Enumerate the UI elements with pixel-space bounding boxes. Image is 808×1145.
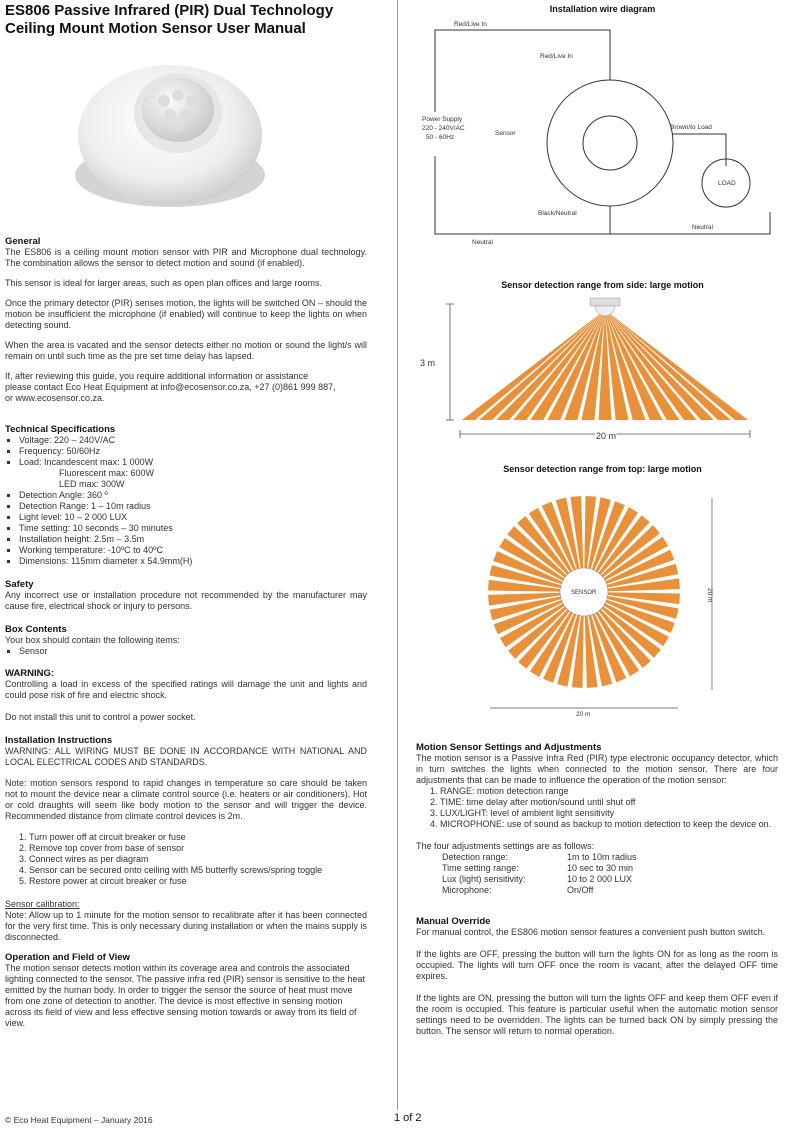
product-photo <box>60 55 280 215</box>
install-note: Note: motion sensors respond to rapid changes in temperature so care should be taken not to mount the device near a climate control source (i.e. heaters or air conditioners). Hot or cold draughts will seem like body motion to the sensor and will trigger the device. Recommended distance from climate control devices is 2m. <box>5 778 367 821</box>
override-p2: If the lights are OFF, pressing the button will turn the lights ON for as long as the room is occupied. The lights will turn OFF once the room is vacant, after the delayed OFF time expires. <box>416 949 778 981</box>
settings-value: On/Off <box>567 885 594 895</box>
safety-heading: Safety <box>5 579 34 590</box>
spec-dims: ▪ Dimensions: 115mm diameter x 54.9mm(H) <box>19 556 367 567</box>
general-p1: The ES806 is a ceiling mount motion sensor with PIR and Microphone dual technology. The combination allows the sensor to detect motion and sound (if enabled). <box>5 247 367 268</box>
install-caps: WARNING: ALL WIRING MUST BE DONE IN ACCORDANCE WITH NATIONAL AND LOCAL ELECTRICAL CODES AND STANDARDS. <box>5 746 367 767</box>
warning-text2: Do not install this unit to control a power socket. <box>5 712 196 722</box>
side-title: Sensor detection range from side: large motion <box>501 280 704 290</box>
install-step: 4. Sensor can be secured onto ceiling with M5 butterfly screws/spring toggle <box>29 865 367 876</box>
settings-key: Time setting range: <box>442 863 519 873</box>
settings-item: 2. TIME: time delay after motion/sound until shut off <box>440 797 778 808</box>
settings-intro: The motion sensor is a Passive Infra Red (PIR) type electronic occupancy detector, which in turn switches the lights when connected to the motion sensor. There are four adjustments that can be made to influence the operation of the motion sensor: <box>416 753 778 785</box>
column-divider <box>397 0 398 1110</box>
spec-load <box>19 457 367 490</box>
box-heading: Box Contents <box>5 624 67 635</box>
side-width-label: 20 m <box>596 431 617 441</box>
top-sensor-label: SENSOR <box>571 590 597 596</box>
general-p5c: or www.ecosensor.co.za. <box>5 393 105 403</box>
sensor-dome <box>595 306 615 316</box>
override-heading: Manual Override <box>416 916 491 927</box>
warning-heading: WARNING: <box>5 668 55 679</box>
wire-freq: 50 - 60Hz <box>426 134 455 141</box>
install-steps <box>5 832 367 887</box>
page-title: ES806 Passive Infrared (PIR) Dual Technology Ceiling Mount Motion Sensor User Manual <box>5 2 334 37</box>
side-detection-fan <box>462 310 748 420</box>
install-step: 3. Connect wires as per diagram <box>29 854 367 865</box>
wire-black: Black/Neutral <box>538 210 577 217</box>
right-column <box>416 742 778 1037</box>
operation-heading: Operation and Field of View <box>5 952 130 963</box>
settings-table <box>416 852 778 896</box>
side-height-label: 3 m <box>420 358 436 368</box>
spec-angle: ▪ Detection Angle: 360 º <box>19 490 367 501</box>
settings-key: Detection range: <box>442 852 509 862</box>
warning-text1: Controlling a load in excess of the specified ratings will damage the unit and lights and could pose risk of fire and electric shock. <box>5 679 367 700</box>
footer-copyright: © Eco Heat Equipment – January 2016 <box>5 1115 153 1125</box>
general-p2: This sensor is ideal for larger areas, such as open plan offices and large rooms. <box>5 278 322 288</box>
top-width-label: 20 m <box>576 711 591 718</box>
wiring-title: Installation wire diagram <box>549 4 656 14</box>
wire-neutral-bottom: Neutral <box>472 239 493 246</box>
general-p5b: please contact Eco Heat Equipment at info@ecosensor.co.za, +27 (0)861 999 887, <box>5 382 336 392</box>
wire-neutral-right: Neutral <box>692 224 713 231</box>
calib-heading: Sensor calibration: <box>5 899 80 909</box>
settings-value: 10 sec to 30 min <box>567 863 634 873</box>
general-p3: Once the primary detector (PIR) senses motion, the lights will be switched ON – should the motion be insufficient the microphone (if enabled) will continue to keep the lights on when detecting sound. <box>5 298 367 330</box>
left-column <box>5 236 367 1029</box>
settings-item: 1. RANGE: motion detection range <box>440 786 778 797</box>
settings-item: 3. LUX/LIGHT: level of ambient light sensitivity <box>440 808 778 819</box>
wire-load: LOAD <box>718 180 736 187</box>
footer-page-number: 1 of 2 <box>394 1112 422 1124</box>
spec-time: ▪ Time setting: 10 seconds – 30 minutes <box>19 523 367 534</box>
override-p1: For manual control, the ES806 motion sensor features a convenient push button switch. <box>416 927 766 937</box>
general-heading: General <box>5 236 41 247</box>
safety-text: Any incorrect use or installation procedure not recommended by the manufacturer may cause fire, electrical shock or injury to persons. <box>5 590 367 611</box>
spec-load-3: LED max: 300W <box>59 479 125 489</box>
sensor-housing <box>590 298 620 306</box>
spec-temp: ▪ Working temperature: -10ºC to 40ºC <box>19 545 367 556</box>
side-diagram <box>420 296 790 446</box>
wire-voltage: 220 - 240V/AC <box>422 125 465 132</box>
wire-brown: Brown/to Load <box>670 124 712 131</box>
general-p5a: If, after reviewing this guide, you require additional information or assistance <box>5 371 309 381</box>
wire-red-live-top: Red/Live In <box>454 21 487 28</box>
settings-value: 10 to 2 000 LUX <box>567 874 633 884</box>
settings-list <box>416 786 778 830</box>
spec-load-2: Fluorescent max: 600W <box>59 468 155 478</box>
wire-power-supply: Power Supply <box>422 116 463 123</box>
install-heading: Installation Instructions <box>5 735 113 746</box>
override-p3: If the lights are ON, pressing the button will turn the lights OFF and keep them OFF even if the room is occupied. This feature is particular useful when the automatic motion sensor settings need to be overridden. The lights can be turned back ON by simply pressing the button. The sensor will return to normal operation. <box>416 993 778 1036</box>
box-text: Your box should contain the following items: <box>5 635 180 645</box>
top-diagram <box>420 478 720 718</box>
wiring-diagram <box>420 16 790 246</box>
install-step: 5. Restore power at circuit breaker or fuse <box>29 876 367 887</box>
wire-sensor-label: Sensor <box>495 130 516 137</box>
box-list <box>5 646 367 657</box>
settings-key: Microphone: <box>442 885 492 895</box>
spec-height: ▪ Installation height: 2.5m – 3.5m <box>19 534 367 545</box>
top-title: Sensor detection range from top: large motion <box>503 464 702 474</box>
settings-value: 1m to 10m radius <box>567 852 637 862</box>
spec-voltage: ▪ Voltage: 220 – 240V/AC <box>19 435 367 446</box>
settings-item: 4. MICROPHONE: use of sound as backup to motion detection to keep the device on. <box>440 819 778 830</box>
spec-load-1: Load: Incandescent max: 1 000W <box>19 457 154 467</box>
spec-range: ▪ Detection Range: 1 – 10m radius <box>19 501 367 512</box>
top-height-label: 20 m <box>706 588 713 603</box>
operation-text: The motion sensor detects motion within its coverage area and controls the associated lighting connected to the sensor. The passive infra red (PIR) sensor is sensitive to the heat emitted by the human body. In order to trigger the sensor the source of heat must move from one zone of detection to another. The device is most effective in sensing motion across its field of view and less effective sensing motion towards or away from its field of view. <box>5 963 366 1028</box>
settings-heading: Motion Sensor Settings and Adjustments <box>416 742 602 753</box>
tech-heading: Technical Specifications <box>5 424 116 435</box>
general-p4: When the area is vacated and the sensor detects either no motion or sound the light/s will remain on until such time as the pre set time delay has lapsed. <box>5 340 367 361</box>
settings-key: Lux (light) sensitivity: <box>442 874 526 884</box>
wire-red-live-inner: Red/Live In <box>540 53 573 60</box>
settings-table-intro: The four adjustments settings are as follows: <box>416 841 595 851</box>
calib-text: Note: Allow up to 1 minute for the motion sensor to recalibrate after it has been connected for the very first time. This is only necessary during installation or when the mains supply is disconnected. <box>5 910 367 942</box>
spec-frequency: ▪ Frequency: 50/60Hz <box>19 446 367 457</box>
install-step: 1. Turn power off at circuit breaker or fuse <box>29 832 367 843</box>
install-step: 2. Remove top cover from base of sensor <box>29 843 367 854</box>
tech-list <box>5 435 367 567</box>
spec-light: ▪ Light level: 10 – 2 000 LUX <box>19 512 367 523</box>
box-item: ▪ Sensor <box>19 646 367 657</box>
